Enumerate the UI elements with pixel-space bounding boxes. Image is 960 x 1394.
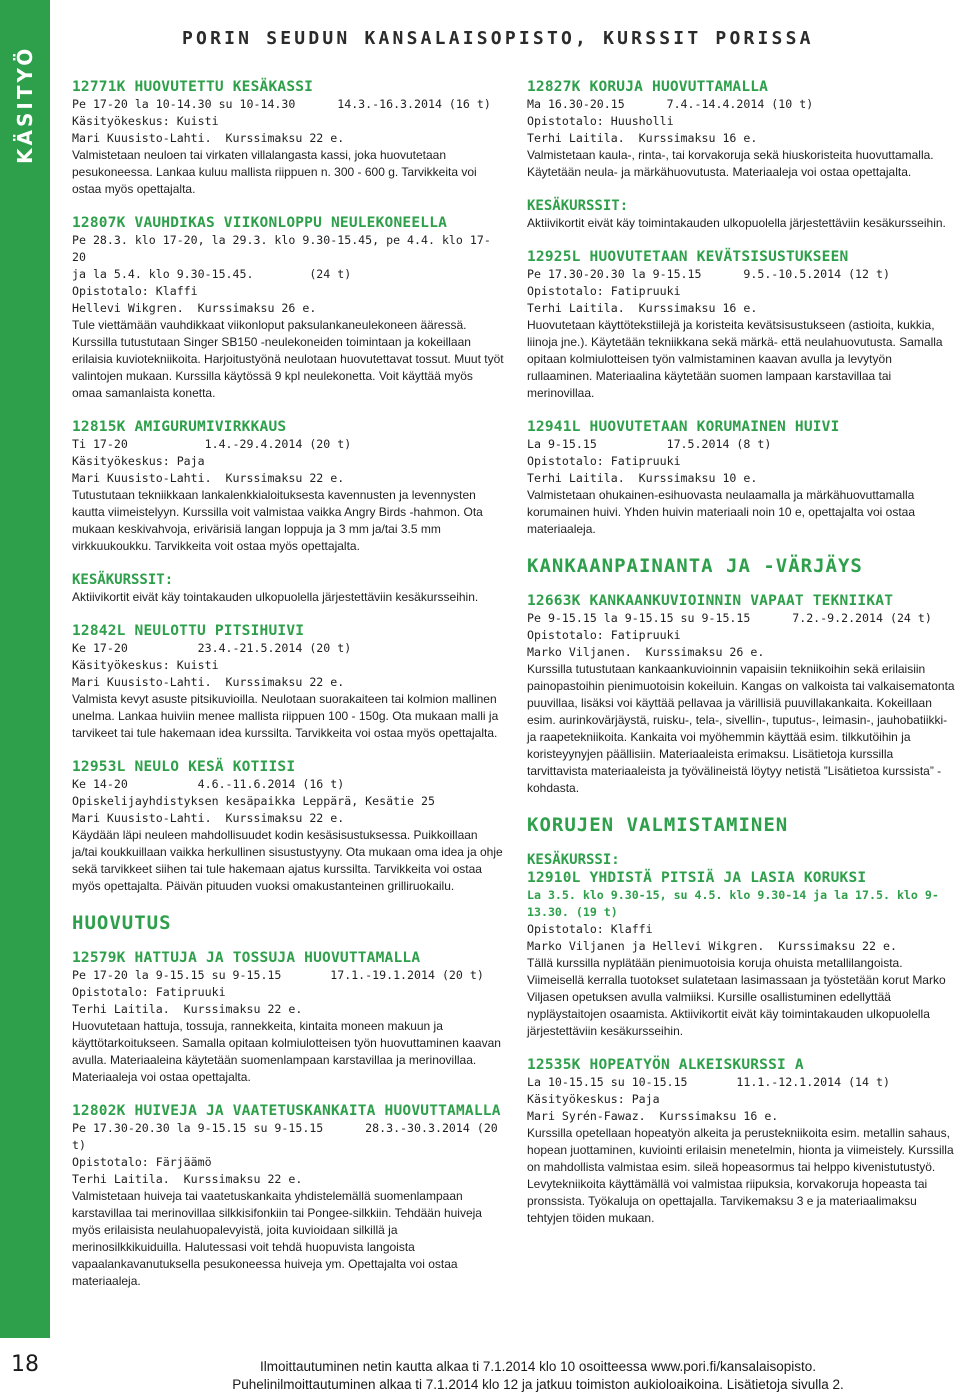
course-schedule: Pe 17.30-20.30 la 9-15.15 su 9-15.15 28.3.-30.3.2014 (20 t) [72,1121,505,1152]
summer-notice [72,571,504,606]
course-location: Opistotalo: Fatipruuki [527,284,681,298]
course-location: Opiskelijayhdistyksen kesäpaikka Leppärä, Kesätie 25 [72,794,435,808]
course-description: Huovutetaan hattuja, tossuja, rannekkeita, kintaita moneen makuun ja käyttötarkoitukseen. Samalla opitaan kolmiulotteisen työn huovuttaminen kaavan avulla. Materiaaleina käytetään suomenlampaan karstavillaa ja merinovillaa. Materiaaleja voi ostaa opettajalta. [72,1019,501,1084]
course-schedule: La 3.5. klo 9.30-15, su 4.5. klo 9.30-14 ja la 17.5. klo 9-13.30. (19 t) [527,888,939,919]
footer-registration-online: Ilmoittautuminen netin kautta alkaa ti 7.1.2014 klo 10 osoitteessa www.pori.fi/kansalaisopisto. [259,1359,817,1374]
course-schedule: Pe 17-20 la 10-14.30 su 10-14.30 14.3.-16.3.2014 (16 t) [72,97,491,111]
course-teacher: Mari Kuusisto-Lahti. Kurssimaksu 22 e. [72,131,345,145]
course-teacher: Hellevi Wikgren. Kurssimaksu 26 e. [72,301,317,315]
course-12579k [72,949,504,1086]
section-heading-huovutus: HUOVUTUS [72,912,172,934]
course-location: Käsityökeskus: Paja [527,1092,660,1106]
course-title: 12953L NEULO KESÄ KOTIISI [72,759,296,775]
course-location: Käsityökeskus: Kuisti [72,114,219,128]
summer-courses-note: Aktiivikortit eivät käy toimintakauden ulkopuolella järjestettäviin kesäkursseihin. [527,216,946,230]
section-heading-kankaanpainanta: KANKAANPAINANTA JA -VÄRJÄYS [527,555,863,577]
course-title: 12925L HUOVUTETAAN KEVÄTSISUSTUKSEEN [527,249,849,265]
course-schedule: Pe 17.30-20.30 la 9-15.15 9.5.-10.5.2014 (12 t) [527,267,890,281]
course-teacher: Terhi Laitila. Kurssimaksu 16 e. [527,131,758,145]
course-description: Kurssilla opetellaan hopeatyön alkeita ja perustekniikoita esim. metallin sahaus, hopean juottaminen, kuviointi erilaisin menetelmin, hionta ja viimeistely. Kurssilla on mahdollista valmistaa esim. sileä hopeasormus tai helppo kivenistutustyö. Levytekniikoita käyttämällä voi valmistaa riipuksia, korvakoruja hopeasta tai pronssista. Työkaluja on opettajalla. Tarvikemaksu 3 e ja materiaalimaksu tehtyjen töiden mukaan. [527,1126,954,1225]
course-location: Opistotalo: Fatipruuki [72,985,226,999]
summer-notice [527,197,957,232]
course-12771k [72,78,504,198]
course-title: 12535K HOPEATYÖN ALKEISKURSSI A [527,1057,804,1073]
course-teacher: Mari Kuusisto-Lahti. Kurssimaksu 22 e. [72,471,345,485]
course-teacher: Mari Kuusisto-Lahti. Kurssimaksu 22 e. [72,675,345,689]
course-schedule: Pe 17-20 la 9-15.15 su 9-15.15 17.1.-19.1.2014 (20 t) [72,968,484,982]
course-title: 12941L HUOVUTETAAN KORUMAINEN HUIVI [527,419,840,435]
summer-courses-heading: KESÄKURSSIT: [72,572,174,588]
course-title: 12910L YHDISTÄ PITSIÄ JA LASIA KORUKSI [527,870,867,886]
course-schedule: Ma 16.30-20.15 7.4.-14.4.2014 (10 t) [527,97,814,111]
course-12925l [527,248,957,402]
course-12827k [527,78,957,181]
sidebar-band [0,0,50,1338]
course-description: Valmistetaan neuloen tai virkaten villalangasta kassi, joka huovutetaan pesukoneessa. Lankaa kuluu mallista riippuen n. 300 - 600 g. Tarvikkeita voi ostaa myös opettajalta. [72,148,477,196]
course-12953l [72,758,504,895]
course-schedule: La 9-15.15 17.5.2014 (8 t) [527,437,772,451]
course-location: Opistotalo: Fatipruuki [527,628,681,642]
course-12910l [527,851,957,1040]
course-teacher: Terhi Laitila. Kurssimaksu 22 e. [72,1172,303,1186]
summer-courses-note: Aktiivikortit eivät käy tointakauden ulkopuolella järjestettäviin kesäkursseihin. [72,590,479,604]
course-description: Tule viettämään vauhdikkaat viikonloput paksulankaneulekoneen ääressä. Kurssilla tutustutaan Singer SB150 -neulekoneiden toimintaan ja kokeillaan erilaisia kuviotekniikoita. Harjoitustyönä neulotaan huovutettavat tossut. Muut työt valintojen mukaan. Kurssilla käytössä 9 kpl neulekonetta. Voit käyttää myös omaa samanlaista konetta. [72,318,504,400]
course-description: Valmista kevyt asuste pitsikuvioilla. Neulotaan suorakaiteen tai kolmion mallinen unelma. Lankaa huiviin menee mallista riippuen 100 - 150g. Ota mukaan malli ja tarvikeet tai tule hakemaan idea kurssilta. Tarvikkeita voi ostaa myös opettajalta. [72,692,499,740]
course-12815k [72,418,504,555]
course-location: Opistotalo: Klaffi [72,284,198,298]
course-12802k [72,1102,504,1290]
course-description: Tutustutaan tekniikkaan lankalenkkialoituksesta kavennusten ja levennysten kautta viimeistelyyn. Kurssilla voit valmistaa vaikka Angry Birds -hahmon. Ota mukaan keskivahvoja, erivärisiä langan loppuja ja 3 mm ja/tai 3.5 mm virkkuukoukku. Tarvikkeita voit ostaa myös opettajalta. [72,488,483,553]
course-teacher: Marko Viljanen ja Hellevi Wikgren. Kurssimaksu 22 e. [527,939,897,953]
course-description: Valmistetaan ohukainen-esihuovasta neulaamalla ja märkähuovuttamalla korumainen huivi. Yhden huivin materiaali noin 10 e, opettajalta voi ostaa materiaaleja. [527,488,916,536]
summer-courses-heading: KESÄKURSSIT: [527,198,629,214]
page-number: 18 [11,1352,39,1377]
course-description: Huovutetaan käyttötekstiilejä ja koristeita kevätsisustukseen (astioita, kukkia, liinoja jne.). Käytetään tekniikkana sekä märkä- että neulahuovutusta. Samalla opitaan kolmiulotteisen työn valmistaminen kaavan avulla ja levytyön rullaaminen. Materiaalina käytetään suomen lampaan karstavillaa tai merinovillaa. [527,318,943,400]
course-schedule: Pe 28.3. klo 17-20, la 29.3. klo 9.30-15.45, pe 4.4. klo 17-20 [72,233,491,264]
footer [178,1358,898,1394]
course-12842l [72,622,504,742]
left-column [72,78,504,1306]
course-title: 12827K KORUJA HUOVUTTAMALLA [527,79,769,95]
sidebar [0,0,50,1394]
course-location: Opistotalo: Huusholli [527,114,674,128]
course-12807k [72,214,504,402]
course-schedule: Pe 9-15.15 la 9-15.15 su 9-15.15 7.2.-9.2.2014 (24 t) [527,611,932,625]
course-schedule: La 10-15.15 su 10-15.15 11.1.-12.1.2014 (14 t) [527,1075,890,1089]
course-12941l [527,418,957,538]
section-heading-korujen-valmistaminen: KORUJEN VALMISTAMINEN [527,814,789,836]
summer-course-heading: KESÄKURSSI: [527,852,620,868]
course-teacher: Terhi Laitila. Kurssimaksu 10 e. [527,471,758,485]
course-location: Käsityökeskus: Kuisti [72,658,219,672]
course-description: Valmistetaan huiveja tai vaatetuskankaita yhdistelemällä suomenlampaan karstavillaa tai merinovillaa silkkisifonkiin tai Pongee-silkkiin. Tehdään huiveja myös erilaisista neulahuopalevyistä, joita kuvioidaan silkillä ja merinosilkkikuiduilla. Halutessasi voit tehdä huopuvista langoista vapaalankavanutuksella pesukoneessa huiveja ym. Opettajalta voi ostaa materiaaleja. [72,1189,482,1288]
right-column [527,78,957,1243]
course-description: Kurssilla tutustutaan kankaankuvioinnin vapaisiin tekniikoihin sekä erilaisiin painopastoihin pienimuotoisin kokeiluin. Kangas on valkoista tai valkaisematonta puuvillaa, lisäksi voi käyttää pellavaa ja värillisiä puuvillakankaita. Kokeillaan esim. aurinkovärjäystä, ruisku-, tela-, sivellin-, tuputus-, leimasin-, jauhobatiikki- ja raapetekniikoita. Kankaita voi myöhemmin käyttää esim. tilkkutöihin ja koristeyynyjen päällisiin. Materiaaleista erimaksu. Lisätietoja kurssilla tarvittavista materiaaleista ja työvälineistä löytyy netistä ”Lisätietoa kurssista” -kohdasta. [527,662,955,795]
course-teacher: Terhi Laitila. Kurssimaksu 16 e. [527,301,758,315]
course-description: Valmistetaan kaula-, rinta-, tai korvakoruja sekä hiuskoristeita huovuttamalla. Käytetään neula- ja märkähuovutusta. Materiaaleja voi ostaa opettajalta. [527,148,934,179]
course-title: 12807K VAUHDIKAS VIIKONLOPPU NEULEKONEELLA [72,215,448,231]
course-schedule: Ke 14-20 4.6.-11.6.2014 (16 t) [72,777,345,791]
page-header: PORIN SEUDUN KANSALAISOPISTO, KURSSIT PORISSA [182,28,814,49]
course-teacher: Mari Kuusisto-Lahti. Kurssimaksu 22 e. [72,811,345,825]
course-location: Opistotalo: Färjäämö [72,1155,212,1169]
course-12663k [527,592,957,797]
course-schedule: Ti 17-20 1.4.-29.4.2014 (20 t) [72,437,352,451]
course-location: Opistotalo: Fatipruuki [527,454,681,468]
course-title: 12579K HATTUJA JA TOSSUJA HUOVUTTAMALLA [72,950,421,966]
course-teacher: Marko Viljanen. Kurssimaksu 26 e. [527,645,765,659]
footer-registration-phone: Puhelinilmoittautuminen alkaa ti 7.1.2014 klo 12 ja jatkuu toimiston aukioloaikoina. Lisätietoja sivulla 2. [232,1377,844,1392]
course-description: Tällä kurssilla nyplätään pienimuotoisia koruja ohuista metallilangoista. Viimeisellä kerralla tuotokset sulatetaan lasimassaan ja työstetään korut Marko Viljasen opetuksen avulla valmiiksi. Kursille osallistuminen edellyttää nypläystaitojen osaamista. Aktiivikortit eivät käy toimintakauden ulkopuolella järjestettäviin kesäkursseihin. [527,956,946,1038]
section-tab-label: KÄSITYÖ [13,45,37,165]
course-teacher: Mari Syrén-Fawaz. Kurssimaksu 16 e. [527,1109,779,1123]
course-location: Käsityökeskus: Paja [72,454,205,468]
course-location: Opistotalo: Klaffi [527,922,653,936]
course-12535k [527,1056,957,1227]
course-title: 12842L NEULOTTU PITSIHUIVI [72,623,305,639]
course-teacher: Terhi Laitila. Kurssimaksu 22 e. [72,1002,303,1016]
course-schedule: Ke 17-20 23.4.-21.5.2014 (20 t) [72,641,352,655]
course-title: 12802K HUIVEJA JA VAATETUSKANKAITA HUOVUTTAMALLA [72,1103,501,1119]
course-description: Käydään läpi neuleen mahdollisuudet kodin kesäsisustuksessa. Puikkoillaan ja/tai koukkuillaan vaikka herkullinen sisustustyyny. Ota mukaan oma idea ja ohje sekä tarvikkeet siihen tai tule hakemaan ajatus kurssilta. Tarvikkeita voi ostaa myös opettajalta. Päivän pituuden vuoksi omakustanteinen grilliruokailu. [72,828,503,893]
course-title: 12771K HUOVUTETTU KESÄKASSI [72,79,314,95]
course-title: 12663K KANKAANKUVIOINNIN VAPAAT TEKNIIKAT [527,593,894,609]
course-schedule-cont: ja la 5.4. klo 9.30-15.45. (24 t) [72,267,352,281]
course-title: 12815K AMIGURUMIVIRKKAUS [72,419,287,435]
